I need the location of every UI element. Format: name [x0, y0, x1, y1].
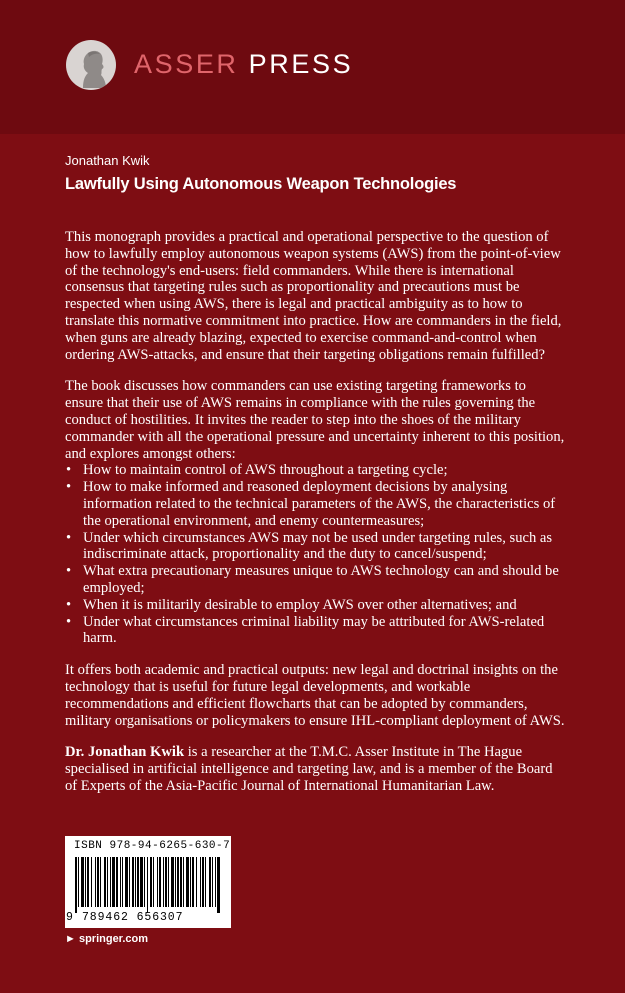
blurb-paragraph-2: The book discusses how commanders can use existing targeting frameworks to ensure that their use of AWS remains in compliance with the rules governing the conduct of hostilities. It invites the reader to step into the shoes of the military commander with all the operational pressure and uncertainty inherent to this position, and explores amongst others: — [65, 378, 565, 462]
barcode-bar — [81, 857, 84, 907]
barcode-bar — [129, 857, 130, 907]
barcode-bar — [202, 857, 204, 907]
topic-list — [65, 462, 565, 647]
bullet-icon: • — [66, 563, 72, 580]
isbn-barcode-box — [65, 836, 231, 928]
barcode-bar — [137, 857, 139, 907]
barcode-digits: 789462 656307 — [82, 911, 184, 924]
barcode-bar — [205, 857, 206, 907]
barcode-bar — [196, 857, 197, 907]
barcode-bar — [192, 857, 194, 907]
bullet-icon: • — [66, 613, 72, 630]
list-item — [65, 614, 565, 648]
blurb — [65, 229, 565, 810]
barcode-bar — [95, 857, 96, 907]
barcode-bar — [165, 857, 167, 907]
book-author: Jonathan Kwik — [65, 153, 150, 168]
bullet-icon: • — [66, 479, 72, 496]
book-title: Lawfully Using Autonomous Weapon Technologies — [65, 175, 457, 193]
barcode-bar — [186, 857, 189, 907]
barcode-bar — [91, 857, 92, 907]
logo-word-press: PRESS — [248, 49, 354, 79]
bullet-icon: • — [66, 462, 72, 479]
barcode-bar — [120, 857, 121, 907]
list-item — [65, 530, 565, 564]
profile-portrait-icon — [66, 40, 116, 90]
barcode-bar — [100, 857, 101, 907]
list-item — [65, 479, 565, 529]
barcode-bar — [183, 857, 184, 907]
isbn-label: ISBN 978-94-6265-630-7 — [74, 840, 231, 852]
barcode-icon — [74, 857, 222, 913]
barcode-bar — [97, 857, 99, 907]
barcode-bar — [163, 857, 164, 907]
list-item-text: When it is militarily desirable to employ AWS over other alternatives; and — [83, 596, 517, 613]
barcode-bar — [85, 857, 86, 907]
barcode-bar — [144, 857, 145, 907]
barcode-first-digit: 9 — [66, 911, 73, 924]
bullet-icon: • — [66, 596, 72, 613]
barcode-bar — [175, 857, 176, 907]
list-item-text: How to make informed and reasoned deployment decisions by analysing information related to the technical parameters of the AWS, the characteristics of the operational environment, and enemy countermeasures; — [83, 479, 556, 529]
barcode-bar — [150, 857, 152, 907]
barcode-bar — [180, 857, 182, 907]
list-item-text: What extra precautionary measures unique to AWS technology can and should be employed; — [83, 563, 559, 596]
barcode-bar — [140, 857, 143, 907]
barcode-bar — [171, 857, 174, 907]
arrow-right-icon: ► — [65, 933, 76, 945]
list-item — [65, 597, 565, 614]
springer-link[interactable] — [65, 933, 148, 945]
list-item — [65, 563, 565, 597]
asser-logo-icon — [66, 40, 116, 90]
barcode-bar — [217, 857, 220, 913]
barcode-bar — [132, 857, 134, 907]
author-bio-name: Dr. Jonathan Kwik — [65, 744, 185, 761]
list-item-text: Under what circumstances criminal liability may be attributed for AWS-related harm. — [83, 613, 545, 647]
barcode-bar — [75, 857, 77, 913]
barcode-bar — [122, 857, 123, 907]
barcode-bar — [168, 857, 169, 907]
barcode-bar — [112, 857, 115, 907]
barcode-bar — [159, 857, 161, 907]
barcode-bar — [78, 857, 79, 907]
barcode-bar — [190, 857, 191, 907]
barcode-bar — [212, 857, 213, 907]
barcode-bar — [135, 857, 136, 907]
barcode-bar — [147, 857, 148, 913]
barcode-bar — [157, 857, 158, 907]
list-item — [65, 462, 565, 479]
barcode-bar — [104, 857, 106, 907]
barcode-bar — [200, 857, 201, 907]
author-bio-text: is a researcher at the T.M.C. Asser Institute in The Hague specialised in artificial intelligence and targeting law, and is a member of the Board of Experts of the Asia-Pacific Journal of International Humanitarian Law. — [65, 744, 553, 794]
author-bio — [65, 744, 565, 794]
publisher-header — [0, 0, 625, 134]
barcode-bar — [177, 857, 179, 907]
barcode-bar — [110, 857, 111, 907]
list-item-text: How to maintain control of AWS throughout a targeting cycle; — [83, 462, 448, 479]
bullet-icon: • — [66, 529, 72, 546]
barcode-bar — [209, 857, 211, 907]
publisher-logo-text — [134, 49, 353, 80]
barcode-bar — [116, 857, 118, 907]
list-item-text: Under which circumstances AWS may not be used under targeting rules, such as indiscriminate attack, proportionality and the duty to cancel/suspend; — [83, 529, 553, 563]
barcode-bar — [215, 857, 216, 907]
springer-link-text: springer.com — [78, 933, 149, 945]
blurb-paragraph-1: This monograph provides a practical and operational perspective to the question of how to lawfully employ autonomous weapon systems (AWS) from the point-of-view of the technology's end-users: field commanders. While there is international consensus that targeting rules such as proportionality and precautions must be respected when using AWS, there is legal and practical ambiguity as to how to translate this normative commitment into practice. How are commanders in the field, when guns are already blazing, expected to exercise command-and-control when ordering AWS-attacks, and ensure that their targeting obligations remain fulfilled? — [65, 229, 562, 363]
barcode-bar — [87, 857, 89, 907]
barcode-bar — [153, 857, 154, 907]
logo-word-asser: ASSER — [134, 49, 239, 79]
barcode-bar — [107, 857, 108, 907]
barcode-bar — [125, 857, 128, 907]
blurb-paragraph-3: It offers both academic and practical outputs: new legal and doctrinal insights on the technology that is useful for future legal developments, and workable recommendations and efficient flowcharts that can be adopted by commanders, military organisations or policymakers to ensure IHL-compliant deployment of AWS. — [65, 662, 565, 729]
